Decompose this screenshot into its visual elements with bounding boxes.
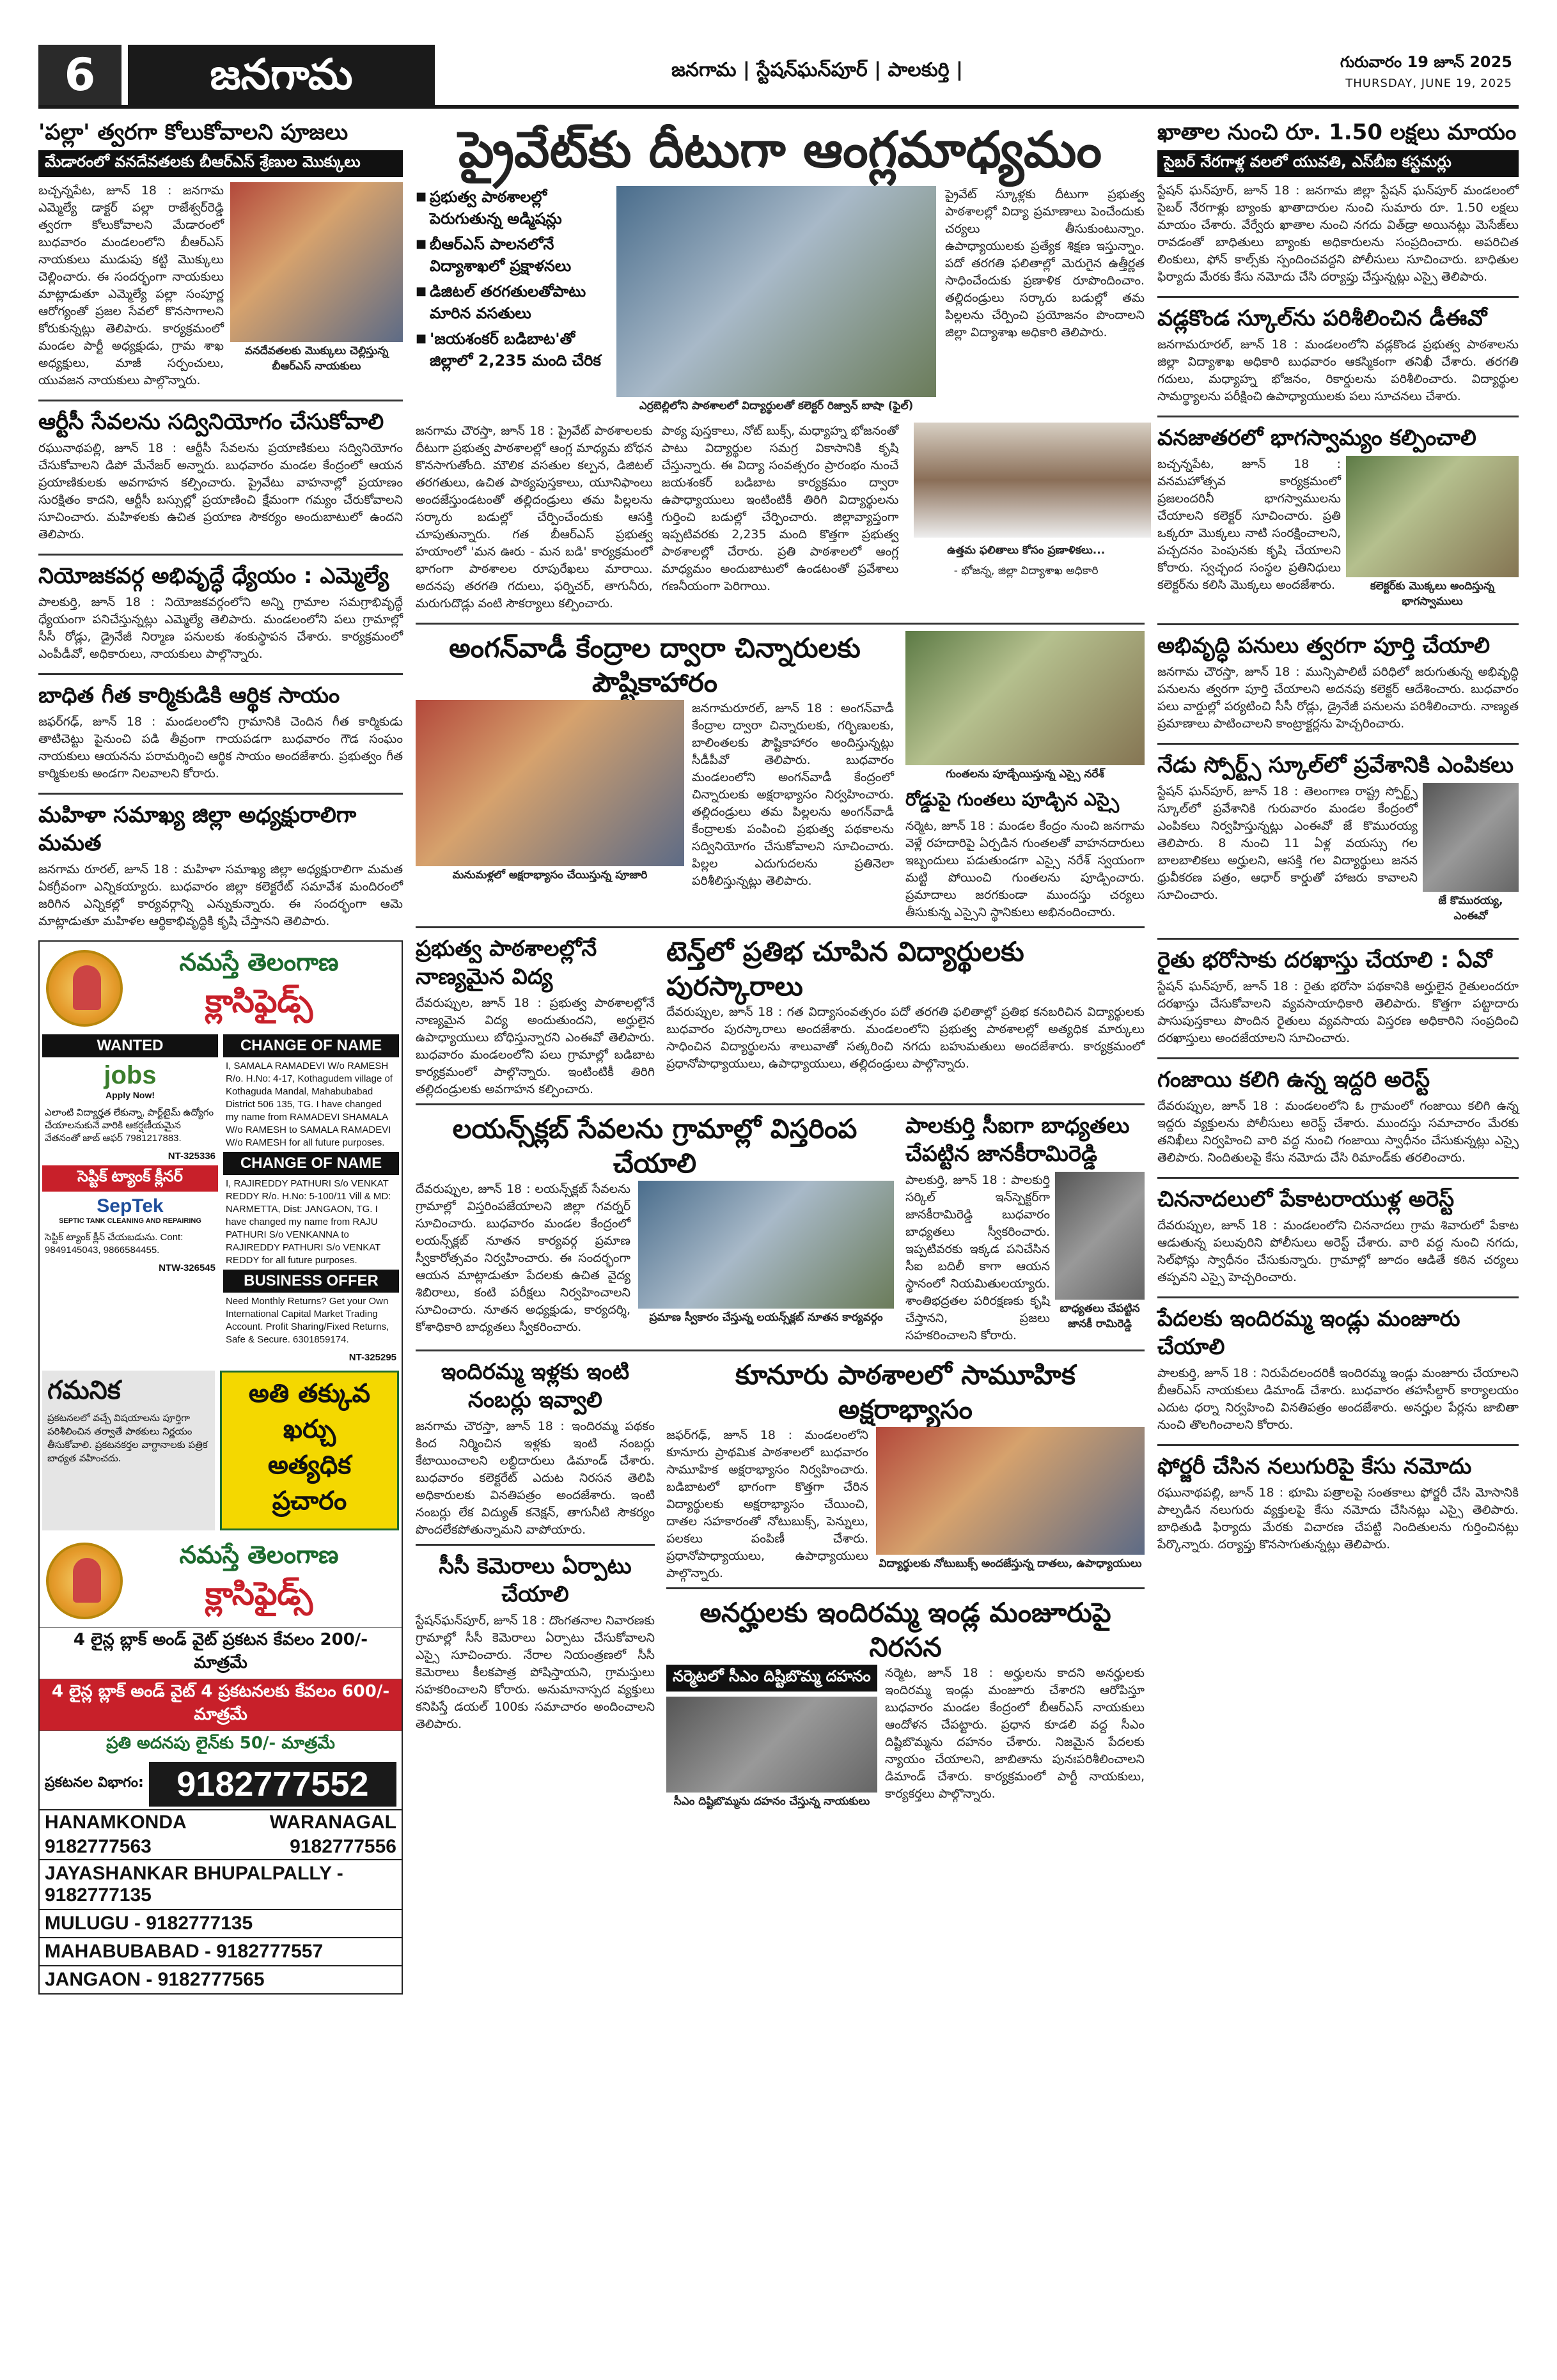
business-offer-body: Need Monthly Returns? Get your Own International Capital Market Trading Account. Profit Sharing/Fixed Returns, Safe & Secure. 6301859174.: [226, 1296, 389, 1345]
lead-photo: [616, 186, 936, 397]
business-offer-code: NT-325295: [348, 1352, 396, 1363]
story-body: పాలకుర్తి, జూన్ 18 : నియోజకవర్గంలోని అన్ని గ్రామాల సమగ్రాభివృద్ధే ధ్యేయంగా పనిచేస్తున్నట్లు ఎమ్మెల్యే తెలిపారు. మండలంలోని పలు గ్రామాల్లో సీసీ రోడ్లు, డ్రైనేజీ నిర్మాణ పనులకు శంకుస్థాపన చేశారు. కార్యక్రమంలో ఎంపీడీవో, అధికారులు, నాయకులు పాల్గొన్నారు.: [38, 595, 403, 661]
story-forgery: [1157, 1452, 1519, 1553]
story-body: స్టేషన్‌ఘన్‌పూర్, జూన్ 18 : దొంగతనాల నివారణకు గ్రామాల్లో సీసీ కెమెరాలు ఏర్పాటు చేసుకోవాలని ఎస్సై సూచించారు. నేరాల నియంత్రణలో సీసీ కెమెరాలు కీలకపాత్ర పోషిస్తాయని, గ్రామస్తులు సహకరించాలని కోరారు. అనుమానాస్పద వ్యక్తులు కనిపిస్తే డయల్ 100కు సమాచారం అందించాలని తెలిపారు.: [416, 1614, 655, 1731]
namaste-telangana-seal-icon: [46, 1543, 123, 1619]
contact-label: ప్రకటనల విభాగం:: [45, 1775, 144, 1791]
story-body: రఘునాథపల్లి, జూన్ 18 : ఆర్టీసీ సేవలను ప్రయాణికులు సద్వినియోగం చేసుకోవాలని డిపో మేనేజర్ అన్నారు. బుధవారం మండల కేంద్రంలో ఆయన ప్రయాణికులకు అవగాహన కల్పించారు. ప్రైవేటు వాహనాల్లో ప్రయాణం సురక్షితం కాదని, ఆర్టీసీ బస్సుల్లో ప్రయాణించి క్షేమంగా గమ్యం చేరుకోవాలని సూచించారు. మహిళలకు ఉచిత ప్రయాణ సౌకర్యం అందుబాటులో ఉందని తెలిపారు.: [38, 441, 403, 541]
headline: ఖాతాల నుంచి రూ. 1.50 లక్షలు మాయం: [1157, 120, 1517, 145]
story-deo-visit: [1157, 304, 1519, 405]
bullet-item: ■ డిజిటల్ తరగతులతోపాటు మారిన వసతులు: [416, 281, 607, 324]
story-anganwadi: [416, 631, 894, 921]
story-potholes: [905, 631, 1145, 921]
story-body: స్టేషన్ ఘన్‌పూర్, జూన్ 18 : తెలంగాణ రాష్ట్ర స్పోర్ట్స్ స్కూల్‌లో ప్రవేశానికి గురువారం మండల కేంద్రంలో ఎంపికలు నిర్వహిస్తున్నట్లు ఎంఈవో జే కొమురయ్య తెలిపారు. 8 నుంచి 11 ఏళ్ల వయస్సు గల బాలబాలికలు అర్హులని, ఆసక్తి గల విద్యార్థులు జనన ధ్రువీకరణ పత్రం, ఆధార్ కార్డుతో హాజరు కావాలని సూచించారు.: [1157, 784, 1418, 902]
photo-caption: ప్రమాణ స్వీకారం చేస్తున్న లయన్స్‌క్లబ్ నూతన కార్యవర్గం: [649, 1311, 883, 1324]
masthead: [38, 45, 1519, 109]
bullet-item: ■ బీఆర్ఎస్ పాలనలోనే విద్యాశాఖలో ప్రక్షాళనలు: [416, 233, 607, 277]
photo-caption: విద్యార్థులకు నోటుబుక్స్ అందజేస్తున్న దాతలు, ఉపాధ్యాయులు: [879, 1557, 1142, 1570]
district-line: JAYASHANKAR BHUPALPALLY - 9182777135: [40, 1859, 402, 1909]
notice-body: ప్రకటనలలో వచ్చే విషయాలను పూర్తిగా పరిశీలించిన తర్వాతే పాఠకులు నిర్ణయం తీసుకోవాలి. ప్రకటనకర్తల వాగ్దానాలకు పత్రిక బాధ్యత వహించదు.: [47, 1412, 208, 1464]
low-cost-banner: [220, 1371, 399, 1530]
story-body: జనగామ చౌరస్తా, జూన్ 18 : మున్సిపాలిటీ పరిధిలో జరుగుతున్న అభివృద్ధి పనులను త్వరగా పూర్తి చేయాలని అదనపు కలెక్టర్ ఆదేశించారు. బుధవారం పలు వార్డుల్లో పర్యటించి సీసీ రోడ్లు, డ్రైనేజీ పనులను పరిశీలించారు. నాణ్యత ప్రమాణాలు పాటించాలని కాంట్రాక్టర్లను హెచ్చరించారు.: [1157, 665, 1519, 731]
lions-photo: [638, 1181, 894, 1309]
lead-bullets: [416, 186, 607, 417]
subheadline: మేడారంలో వనదేవతలకు బీఆర్ఎస్ శ్రేణుల మొక్కులు: [38, 150, 403, 177]
city-1: HANAMKONDA: [45, 1812, 187, 1833]
notice-title: గమనిక: [47, 1376, 121, 1405]
photo-caption: కలెక్టర్‌కు మొక్కలు అందిస్తున్న భాగస్వాములు: [1370, 580, 1495, 608]
lead-body-2: పాఠ్య పుస్తకాలు, నోట్ బుక్స్, మధ్యాహ్న భోజనంతో పాటు విద్యార్థుల సమగ్ర వికాసానికి కృషి చేస్తున్నారు. ఈ విద్యా సంవత్సరం ప్రారంభం నుంచే జయశంకర్ బడిబాట కార్యక్రమం ద్వారా ఉపాధ్యాయులు ఇంటింటికీ తిరిగి విద్యార్థులను గుర్తించి బడుల్లో చేర్పించారు. జిల్లావ్యాప్తంగా ఇప్పటివరకు 2,235 మంది కొత్తగా ప్రభుత్వ పాఠశాలల్లో చేరారు. ప్రతి పాఠశాలలో ఆంగ్ల మాధ్యమం అందుబాటులో ఉండటంతో ప్రవేశాలు గణనీయంగా పెరిగాయి.: [661, 424, 899, 593]
meo-portrait: [1423, 783, 1519, 892]
story-body: జనగామ చౌరస్తా, జూన్ 18 : ఇందిరమ్మ పథకం కింద నిర్మించిన ఇళ్లకు ఇంటి నంబర్లు కేటాయించాలని లబ్ధిదారులు డిమాండ్ చేశారు. బుధవారం కలెక్టరేట్ ఎదుట నిరసన తెలిపి అధికారులకు వినతిపత్రం అందజేశారు. ఇంటి నంబర్లు లేక విద్యుత్ కనెక్షన్, తాగునీటి సౌకర్యం పొందలేకపోతున్నామని వాపోయారు.: [416, 1419, 655, 1537]
lead-body-1: జనగామ చౌరస్తా, జూన్ 18 : ప్రైవేట్ పాఠశాలలకు దీటుగా ప్రభుత్వ పాఠశాలల్లో ఆంగ్ల మాధ్యమ బోధన కొనసాగుతోంది. మౌలిక వసతుల కల్పన, డిజిటల్ తరగతులు, ఉచిత పాఠ్యపుస్తకాలు, యూనిఫాంలు అందజేస్తుండటంతో తల్లిదండ్రులు తమ పిల్లలను సర్కారు బడుల్లో చేర్పించేందుకు ఆసక్తి చూపుతున్నారు. గత బీఆర్ఎస్ ప్రభుత్వ హయాంలో 'మన ఊరు - మన బడి' కార్యక్రమంలో భాగంగా పాఠశాలల రూపురేఖలు మారాయి. అదనపు తరగతి గదులు, ఫర్నిచర్, తాగునీరు, మరుగుదొడ్లు వంటి సౌకర్యాలు కల్పించారు.: [416, 424, 653, 611]
story-body: స్టేషన్ ఘన్‌పూర్, జూన్ 18 : రైతు భరోసా పథకానికి అర్హులైన రైతులందరూ దరఖాస్తు చేసుకోవాలని వ్యవసాయాధికారి తెలిపారు. కొత్తగా పట్టాదారు పాసుపుస్తకాలు పొందిన రైతులు వ్యవసాయ విస్తరణ అధికారిని సంప్రదించి దరఖాస్తులు అందజేయాలని సూచించారు.: [1157, 979, 1519, 1045]
main-phone: 9182777552: [149, 1762, 396, 1807]
price-line-2: 4 లైన్ల బ్లాక్ అండ్ వైట్ 4 ప్రకటనలకు కేవలం 600/- మాత్రమే: [40, 1679, 402, 1731]
headline: కూనూరు పాఠశాలలో సామూహిక అక్షరాభ్యాసం: [735, 1359, 1076, 1425]
lead-body-3: ప్రైవేట్ స్కూళ్లకు దీటుగా ప్రభుత్వ పాఠశాలల్లో విద్యా ప్రమాణాలు పెంచేందుకు చర్యలు తీసుకుంటున్నాం. ఉపాధ్యాయులకు ప్రత్యేక శిక్షణ ఇస్తున్నాం. పదో తరగతి ఫలితాల్లో మెరుగైన ఉత్తీర్ణత సాధించేందుకు ప్రణాళిక రూపొందించాం. తల్లిదండ్రులు సర్కారు బడుల్లో తమ పిల్లలను చేర్పించి ప్రయోజనం పొందాలని జిల్లా విద్యాశాఖ అధికారి తెలిపారు.: [945, 187, 1145, 339]
middle-column: [416, 118, 1145, 1813]
story-body: రఘునాథపల్లి, జూన్ 18 : భూమి పత్రాలపై సంతకాలు ఫోర్జరీ చేసి మోసానికి పాల్పడిన నలుగురు వ్యక్తులపై కేసు నమోదు చేసినట్లు ఎస్సై తెలిపారు. బాధితుడి ఫిర్యాదు మేరకు విచారణ చేపట్టి నిందితులను గుర్తించినట్లు పేర్కొన్నారు. దర్యాప్తు కొనసాగుతున్నట్లు తెలిపారు.: [1157, 1486, 1519, 1552]
pothole-photo: [905, 631, 1145, 765]
wanted-body: ఎలాంటి విద్యార్హత లేకున్నా, పార్ట్‌టైమ్ ఉద్యోగం చేయాలనుకునే వారికి ఆకర్షణీయమైన వేతనంతో జాబ్ ఆఫర్ 7981217883.: [45, 1107, 214, 1144]
change-of-name-body: I, SAMALA RAMADEVI W/o RAMESH R/o. H.No: 4-17, Kothagudem village of Kothaguda Mandal, Mahabubabad District 506 135, TG. I have changed my name from RAMADEVI SHAMALA W/o RAMESH to SAMALA RAMADEVI W/o RAMESH for all future purposes.: [226, 1061, 393, 1148]
district-line: MAHABUBABAD - 9182777557: [40, 1937, 402, 1965]
jobs-logo: jobs: [104, 1061, 157, 1089]
headline: రోడ్డుపై గుంతలు పూడ్చిన ఎస్సై: [905, 789, 1120, 810]
story-body: నర్మెట, జూన్ 18 : అర్హులను కాదని అనర్హులకు ఇందిరమ్మ ఇండ్లు మంజూరు చేశారని ఆరోపిస్తూ బుధవారం మండల కేంద్రంలో బీఆర్ఎస్ నాయకులు ఆందోళన చేపట్టారు. ప్రధాన కూడలి వద్ద సీఎం దిష్టిబొమ్మను దహనం చేశారు. నిజమైన పేదలకు న్యాయం చేయాలని, జాబితాను పునఃపరిశీలించాలని డిమాండ్ చేశారు. కార్యక్రమంలో పార్టీ నాయకులు, కార్యకర్తలు పాల్గొన్నారు.: [885, 1666, 1145, 1801]
city-2-phone: 9182777556: [290, 1836, 396, 1857]
date-te: గురువారం 19 జూన్ 2025: [1340, 53, 1512, 71]
brand-title: నమస్తే తెలంగాణ: [179, 948, 339, 976]
story-body: స్టేషన్ ఘన్‌పూర్, జూన్ 18 : జనగామ జిల్లా స్టేషన్ ఘన్‌పూర్ మండలంలో సైబర్ నేరగాళ్లు బ్యాంకు ఖాతాదారుల నుంచి సుమారు రూ. 1.50 లక్షలు మాయం చేశారు. వేర్వేరు ఖాతాల నుంచి నగదు విత్‌డ్రా అయినట్లు మెసేజ్‌లు రావడంతో బాధితులు బ్యాంకు అధికారులను సంప్రదించారు. అపరిచిత లింకులు, ఫోన్ కాల్స్‌కు స్పందించవద్దని పోలీసులు సూచించారు. బాధితుల ఫిర్యాదు మేరకు కేసు నమోదు చేసి దర్యాప్తు చేస్తున్నట్లు ఎస్సై తెలిపారు.: [1157, 183, 1519, 284]
wanted-title: WANTED: [42, 1034, 218, 1057]
story-house-numbers: [416, 1358, 655, 1539]
headline: వడ్లకొండ స్కూల్‌ను పరిశీలించిన డీఈవో: [1157, 306, 1487, 331]
story-mamatha: [38, 801, 403, 930]
headline: అభివృద్ధి పనులు త్వరగా పూర్తి చేయాలి: [1157, 633, 1490, 658]
anganwadi-photo: [416, 700, 684, 866]
headline: రైతు భరోసాకు దరఖాస్తు చేయాలి : ఏవో: [1157, 947, 1492, 973]
vanajatara-photo: [1346, 456, 1519, 577]
classifieds-brand: [40, 942, 402, 1034]
story-ganja-arrest: [1157, 1066, 1519, 1167]
story-cc-cameras: [416, 1552, 655, 1733]
story-akshrabhyasam: [666, 1358, 1145, 1582]
story-body: జనగామ రూరల్, జూన్ 18 : మహిళా సమాఖ్య జిల్లా అధ్యక్షురాలిగా మమత ఏకగ్రీవంగా ఎన్నికయ్యారు. బుధవారం జిల్లా కలెక్టరేట్ సమావేశ మందిరంలో జరిగిన ఎన్నికల్లో కార్యవర్గాన్ని ఎన్నుకున్నారు. ఈ సందర్భంగా ఆమె మాట్లాడుతూ మహిళల ఆర్థికాభివృద్ధికి కృషి చేస్తానని తెలిపారు.: [38, 862, 403, 928]
paper-name: జనగామ: [128, 45, 435, 105]
wanted-code: NT-325336: [168, 1151, 215, 1162]
story-rtc: [38, 408, 403, 543]
brand-sub-2: క్లాసిఫైడ్స్: [205, 1575, 313, 1612]
septic-title: సెప్టిక్ ట్యాంక్ క్లీనర్: [42, 1165, 218, 1192]
photo-caption: జే కొమురయ్య, ఎంఈవో: [1438, 894, 1503, 922]
headline: అంగన్‌వాడీ కేంద్రాల ద్వారా చిన్నారులకు పౌష్టికాహారం: [449, 632, 861, 698]
story-photo: [230, 182, 403, 342]
photo-caption: మనుమళ్లలో అక్షరాభ్యాసం చేయిస్తున్న పూజారి: [452, 869, 648, 882]
septek-logo: SepTek: [97, 1195, 164, 1217]
brand-sub: క్లాసిఫైడ్స్: [205, 983, 313, 1020]
story-tenth-awards: [666, 935, 1145, 1098]
headline: ఆర్టీసీ సేవలను సద్వినియోగం చేసుకోవాలి: [38, 409, 384, 435]
portrait-sub: - భోజన్న, జిల్లా విద్యాశాఖ అధికారి: [953, 564, 1099, 577]
story-vanajatara: [1157, 424, 1519, 613]
change-of-name-title: CHANGE OF NAME: [223, 1034, 399, 1057]
headline: గంజాయి కలిగి ఉన్న ఇద్దరి అరెస్ట్: [1157, 1067, 1430, 1093]
price-line-3: ప్రతి అదనపు లైన్‌కు 50/- మాత్రమే: [40, 1731, 402, 1759]
septek-logo-sub: SEPTIC TANK CLEANING AND REPAIRING: [59, 1217, 201, 1225]
story-gambling-arrest: [1157, 1185, 1519, 1286]
story-body: దేవరుప్పుల, జూన్ 18 : మండలంలోని చిననాదలు గ్రామ శివారులో పేకాట ఆడుతున్న పలువురిని పోలీసులు అరెస్ట్ చేశారు. వారి వద్ద నుంచి నగదు, సెల్‌ఫోన్లు స్వాధీనం చేసుకున్నారు. గ్రామాల్లో జూదం ఆడితే కఠిన చర్యలు తప్పవని ఎస్సై హెచ్చరించారు.: [1157, 1218, 1519, 1284]
deo-portrait: [914, 423, 1151, 538]
lead-photo-caption: ఎర్రబెల్లిలోని పాఠశాలలో విద్యార్థులతో కలెక్టర్ రిజ్వాన్ బాషా (ఫైల్): [639, 400, 914, 412]
subheadline: నర్మెటలో సీఎం దిష్టిబొమ్మ దహనం: [666, 1665, 877, 1692]
ci-photo: [1055, 1172, 1145, 1300]
story-lions-club: [416, 1112, 894, 1344]
change-of-name-body-2: I, RAJIREDDY PATHURI S/o VENKAT REDDY R/o. H.No: 5-100/11 Vill & MD: NARMETTA, Dist: JANGAON, TG. I have changed my name from RAJU PATHURI S/o VENKANNA to RAJIREDDY PATHURI S/o VENKAT REDDY for all future purposes.: [226, 1178, 391, 1266]
story-sports-school: [1157, 751, 1519, 928]
headline: పేదలకు ఇందిరమ్మ ఇండ్లు మంజూరు చేయాలి: [1157, 1306, 1460, 1360]
story-geetha: [38, 681, 403, 782]
story-body: బచ్చన్నపేట, జూన్ 18 : వనమహోత్సవ కార్యక్రమంలో ప్రజలందరినీ భాగస్వాములను చేయాలని కలెక్టర్ సూచించారు. ప్రతి ఒక్కరూ మొక్కలు నాటి సంరక్షించాలని, పచ్చదనం పెంపునకు కృషి చేయాలని కోరారు. స్వచ్ఛంద సంస్థల ప్రతినిధులు కలెక్టర్‌ను కలిసి మొక్కలు అందజేశారు.: [1157, 457, 1341, 592]
brand-title-2: నమస్తే తెలంగాణ: [179, 1541, 339, 1569]
price-line-1: 4 లైన్ల బ్లాక్ అండ్ వైట్ ప్రకటన కేవలం 200/- మాత్రమే: [40, 1627, 402, 1679]
classifieds-block: [38, 940, 403, 1995]
headline: నియోజకవర్గ అభివృద్ధే ధ్యేయం : ఎమ్మెల్యే: [38, 563, 389, 589]
headline: నేడు స్పోర్ట్స్ స్కూల్‌లో ప్రవేశానికి ఎంపికలు: [1157, 752, 1514, 778]
story-body: దేవరుప్పుల, జూన్ 18 : లయన్స్‌క్లబ్ సేవలను గ్రామాల్లో విస్తరింపజేయాలని జిల్లా గవర్నర్ సూచించారు. బుధవారం మండల కేంద్రంలో లయన్స్‌క్లబ్ నూతన కార్యవర్గ ప్రమాణ స్వీకారోత్సవం నిర్వహించారు. ఈ సందర్భంగా ఆయన మాట్లాడుతూ పేదలకు ఉచిత వైద్య శిబిరాలు, కంటి పరీక్షలు నిర్వహించాలని సూచించారు. నూతన అధ్యక్షుడు, కార్యదర్శి, కోశాధికారి బాధ్యతలు స్వీకరించారు.: [416, 1182, 630, 1334]
story-cyber-fraud: [1157, 118, 1519, 286]
page-number: 6: [38, 45, 121, 105]
headline: ఇందిరమ్మ ఇళ్లకు ఇంటి నంబర్లు ఇవ్వాలి: [441, 1359, 630, 1413]
right-column: [1157, 118, 1519, 1564]
headline: మహిళా సమాఖ్య జిల్లా అధ్యక్షురాలిగా మమత: [38, 802, 357, 856]
protest-photo: [666, 1697, 877, 1793]
district-line: JANGAON - 9182777565: [40, 1965, 402, 1993]
edition-line: జనగామ | స్టేషన్‌ఘన్‌పూర్ | పాలకుర్తి |: [671, 59, 963, 81]
business-offer-title: BUSINESS OFFER: [223, 1270, 399, 1293]
story-body: జఫర్‌గఢ్, జూన్ 18 : మండలంలోని గ్రామానికి చెందిన గీత కార్మికుడు తాటిచెట్టు పైనుంచి పడి తీవ్రంగా గాయపడగా బుధవారం గౌడ సంఘం నాయకులు ఆయనను పరామర్శించి ఆర్థిక సాయం అందజేశారు. ప్రభుత్వం గీత కార్మికులకు అండగా నిలవాలని కోరారు.: [38, 715, 403, 781]
story-body: దేవరుప్పుల, జూన్ 18 : గత విద్యాసంవత్సరం పదో తరగతి ఫలితాల్లో ప్రతిభ కనబరిచిన విద్యార్థులకు బుధవారం పురస్కారాలు అందజేశారు. మండలంలోని ప్రభుత్వ పాఠశాలల్లో అత్యధిక మార్కులు సాధించిన విద్యార్థులను శాలువాతో సత్కరించి నగదు బహుమతులు అందజేశారు. కార్యక్రమంలో ప్రధానోపాధ్యాయులు, ఉపాధ్యాయులు, తల్లిదండ్రులు పాల్గొన్నారు.: [666, 1005, 1145, 1071]
story-body: నర్మెట, జూన్ 18 : మండల కేంద్రం నుంచి జనగామ వెళ్లే రహదారిపై ఏర్పడిన గుంతలతో వాహనదారులు ఇబ్బందులు పడుతుండగా ఎస్సై నరేశ్ స్వయంగా మట్టి పోయించి గుంతలను పూడ్పించారు. ప్రమాదాలు జరగకుండా ముందస్తు చర్యలు తీసుకున్న ఎస్సైని స్థానికులు అభినందించారు.: [905, 819, 1145, 919]
headline: వనజాతరలో భాగస్వామ్యం కల్పించాలి: [1157, 425, 1476, 451]
subheadline: సైబర్ నేరగాళ్ల వలలో యువతి, ఎస్‌బీఐ కస్టమర్లు: [1157, 150, 1519, 177]
portrait-caption: ఉత్తమ ఫలితాలు కోసం ప్రణాళికలు...: [947, 544, 1106, 557]
namaste-telangana-seal-icon: [46, 950, 123, 1027]
headline: లయన్స్‌క్లబ్ సేవలను గ్రామాల్లో విస్తరింప చేయాలి: [452, 1113, 857, 1179]
lead-headline: ప్రైవేట్‌కు దీటుగా ఆంగ్లమాధ్యమం: [458, 121, 1102, 179]
story-development: [1157, 632, 1519, 733]
classifieds-brand-2: [40, 1534, 402, 1627]
district-line: MULUGU - 9182777135: [40, 1909, 402, 1937]
story-body: దేవరుప్పుల, జూన్ 18 : ప్రభుత్వ పాఠశాలల్లోనే నాణ్యమైన విద్య అందుతుందని, అర్హులైన ఉపాధ్యాయులు బోధిస్తున్నారని ఎంఈవో తెలిపారు. బుధవారం మండలంలోని పలు గ్రామాల్లో బడిబాట కార్యక్రమంలో పాల్గొన్నారు. ఇంటింటికీ తిరిగి తల్లిదండ్రులకు అవగాహన కల్పించారు.: [416, 996, 655, 1096]
headline: 'పల్లా' త్వరగా కోలుకోవాలని పూజలు: [38, 120, 348, 145]
story-body: జఫర్‌గఢ్, జూన్ 18 : మండలంలోని కూనూరు ప్రాథమిక పాఠశాలలో బుధవారం సామూహిక అక్షరాభ్యాసం నిర్వహించారు. బడిబాటలో భాగంగా కొత్తగా చేరిన విద్యార్థులకు అక్షరాభ్యాసం చేయించి, దాతల సహకారంతో నోటుబుక్స్, పెన్నులు, పలకలు పంపిణీ చేశారు. ప్రధానోపాధ్యాయులు, ఉపాధ్యాయులు పాల్గొన్నారు.: [666, 1428, 868, 1580]
left-column: [38, 118, 403, 2001]
date-en: THURSDAY, JUNE 19, 2025: [1345, 77, 1512, 90]
story-body: పాలకుర్తి, జూన్ 18 : నిరుపేదలందరికీ ఇందిరమ్మ ఇండ్లు మంజూరు చేయాలని బీఆర్ఎస్ నాయకులు డిమాండ్ చేశారు. బుధవారం తహసీల్దార్ కార్యాలయం ఎదుట ధర్నా నిర్వహించి వినతిపత్రం అందజేశారు. అనర్హుల పేర్లను జాబితా నుంచి తొలగించాలని కోరారు.: [1157, 1366, 1519, 1432]
story-body: జనగామరూరల్, జూన్ 18 : మండలంలోని వడ్లకొండ ప్రభుత్వ పాఠశాలను జిల్లా విద్యాశాఖ అధికారి బుధవారం ఆకస్మికంగా తనిఖీ చేశారు. తరగతి గదులు, మధ్యాహ్న భోజనం, రికార్డులను పరిశీలించారు. విద్యార్థుల సామర్థ్యాలను పరీక్షించి ఉపాధ్యాయులకు పలు సూచనలు చేశారు.: [1157, 338, 1519, 403]
headline: చిననాదలులో పేకాటరాయుళ్ల అరెస్ట్: [1157, 1186, 1455, 1212]
low-cost-line-1: అతి తక్కువ ఖర్చు: [248, 1379, 371, 1444]
headline: ఫోర్జరీ చేసిన నలుగురిపై కేసు నమోదు: [1157, 1454, 1472, 1479]
septic-code: NTW-326545: [159, 1263, 215, 1273]
dateline: [1340, 51, 1512, 95]
story-protest: [666, 1596, 1145, 1813]
headline: అనర్హులకు ఇందిరమ్మ ఇండ్ల మంజూరుపై నిరసన: [700, 1597, 1111, 1663]
story-body: బచ్చన్నపేట, జూన్ 18 : జనగామ ఎమ్మెల్యే డాక్టర్ పల్లా రాజేశ్వర్‌రెడ్డి త్వరగా కోలుకోవాలని మేడారంలో బుధవారం మండలంలోని బీఆర్ఎస్ నాయకులు ముడుపు కట్టి మొక్కులు చెల్లించారు. ఈ సందర్భంగా నాయకులు మాట్లాడుతూ ఎమ్మెల్యే పల్లా సంపూర్ణ ఆరోగ్యంతో ప్రజల సేవలో కొనసాగాలని కోరుకున్నట్లు తెలిపారు. కార్యక్రమంలో మండల పార్టీ అధ్యక్షుడు, గ్రామ శాఖ అధ్యక్షులు, మాజీ సర్పంచులు, యువజన నాయకులు పాల్గొన్నారు.: [38, 183, 224, 387]
jobs-logo-sub: Apply Now!: [106, 1090, 155, 1100]
story-body: జనగామరూరల్, జూన్ 18 : అంగన్‌వాడీ కేంద్రాల ద్వారా చిన్నారులకు, గర్భిణులకు, బాలింతలకు పౌష్టికాహారం అందిస్తున్నట్లు సీడీపీవో తెలిపారు. బుధవారం మండలంలోని అంగన్‌వాడీ కేంద్రంలో చిన్నారులకు అక్షరాభ్యాసం నిర్వహించారు. తల్లిదండ్రులు తమ పిల్లలను అంగన్‌వాడీ కేంద్రాలకు పంపించి ప్రభుత్వ పథకాలను సద్వినియోగం చేసుకోవాలని సూచించారు. పిల్లల ఎదుగుదలను ప్రతినెలా పరిశీలిస్తున్నట్లు తెలిపారు.: [692, 701, 894, 888]
story-rythu-bharosa: [1157, 946, 1519, 1047]
city-1-phone: 9182777563: [45, 1836, 152, 1857]
story-palla: [38, 118, 403, 389]
bullet-item: ■ 'జయశంకర్ బడిబాట'తో జిల్లాలో 2,235 మంది చేరిక: [416, 328, 607, 371]
photo-caption: సీఎం దిష్టిబొమ్మను దహనం చేస్తున్న నాయకులు: [673, 1795, 870, 1808]
story-indiramma-houses: [1157, 1305, 1519, 1434]
school-photo: [876, 1427, 1145, 1555]
headline: టెన్త్‌లో ప్రతిభ చూపిన విద్యార్థులకు పురస్కారాలు: [666, 936, 1024, 1002]
headline: పాలకుర్తి సీఐగా బాధ్యతలు చేపట్టిన జానకీరామిరెడ్డి: [905, 1113, 1130, 1167]
story-ci-charge: [905, 1112, 1145, 1344]
photo-caption: బాధ్యతలు చేపట్టిన జానకీ రామిరెడ్డి: [1060, 1302, 1140, 1330]
change-of-name-title-2: CHANGE OF NAME: [223, 1152, 399, 1175]
headline: బాధిత గీత కార్మికుడికి ఆర్థిక సాయం: [38, 683, 340, 708]
city-2: WARANAGAL: [269, 1812, 396, 1833]
photo-caption: వనదేవతలకు మొక్కులు చెల్లిస్తున్న బీఆర్ఎస్ నాయకులు: [244, 345, 389, 373]
notice-box: [42, 1371, 215, 1530]
low-cost-line-2: అత్యధిక ప్రచారం: [267, 1451, 352, 1516]
story-body: పాలకుర్తి, జూన్ 18 : పాలకుర్తి సర్కిల్ ఇన్‌స్పెక్టర్‌గా జానకీరామిరెడ్డి బుధవారం బాధ్యతలు స్వీకరించారు. ఇప్పటివరకు ఇక్కడ పనిచేసిన సీఐ బదిలీ కాగా ఆయన స్థానంలో నియమితులయ్యారు. శాంతిభద్రతల పరిరక్షణకు కృషి చేస్తానని, ప్రజలు సహకరించాలని కోరారు.: [905, 1173, 1050, 1342]
septic-body: సెప్టిక్ ట్యాంక్ క్లీన్ చేయబడును. Cont: 9849145043, 9866584455.: [45, 1232, 184, 1256]
story-mla: [38, 562, 403, 663]
lead-story: [416, 118, 1145, 612]
story-quality-education: [416, 935, 655, 1098]
bullet-item: ■ ప్రభుత్వ పాఠశాలల్లో పెరుగుతున్న అడ్మిషన్లు: [416, 186, 607, 229]
headline: ప్రభుత్వ పాఠశాలల్లోనే నాణ్యమైన విద్య: [416, 936, 597, 990]
story-body: దేవరుప్పుల, జూన్ 18 : మండలంలోని ఓ గ్రామంలో గంజాయి కలిగి ఉన్న ఇద్దరు వ్యక్తులను పోలీసులు అరెస్ట్ చేశారు. ముందస్తు సమాచారం మేరకు తనిఖీలు నిర్వహించి వారి వద్ద నుంచి గంజాయి స్వాధీనం చేసుకున్నట్లు ఎస్సై తెలిపారు. నిందితులపై కేసు నమోదు చేసి రిమాండ్‌కు తరలించారు.: [1157, 1099, 1519, 1165]
headline: సీసీ కెమెరాలు ఏర్పాటు చేయాలి: [439, 1553, 632, 1607]
photo-caption: గుంతలను పూడ్చేయిస్తున్న ఎస్సై నరేశ్: [946, 768, 1104, 781]
